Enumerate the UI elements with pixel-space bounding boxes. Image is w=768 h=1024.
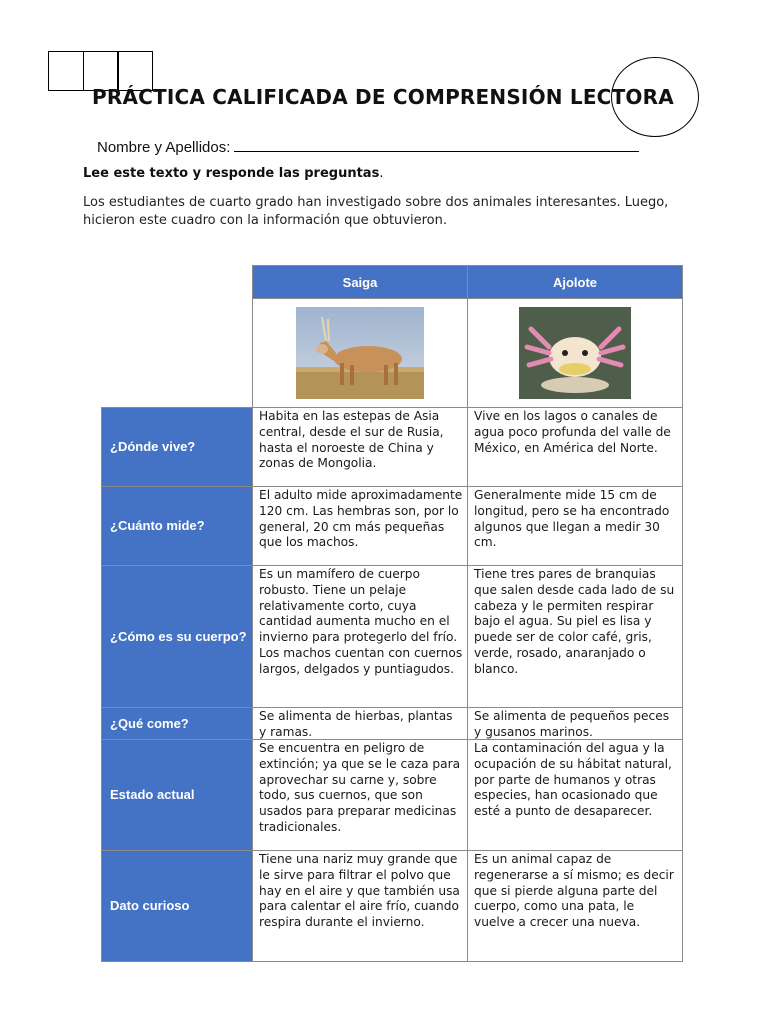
cell-saiga-donde-vive: Habita en las estepas de Asia central, desde el sur de Rusia, hasta el noroeste de China y zonas de Mongolia.: [252, 407, 468, 487]
ajolote-image-cell: [467, 298, 683, 408]
cell-ajolote-como-es-su-cuerpo: Tiene tres pares de branquias que salen desde cada lado de su cabeza y le permiten respirar bajo el agua. Su piel es lisa y puede ser de color café, gris, verde, rosado, anaranjado o blanco.: [467, 565, 683, 708]
row-label-que-come: ¿Qué come?: [101, 707, 253, 740]
cell-saiga-que-come: Se alimenta de hierbas, plantas y ramas.: [252, 707, 468, 740]
saiga-image-cell: [252, 298, 468, 408]
row-label-como-es-su-cuerpo: ¿Cómo es su cuerpo?: [101, 565, 253, 708]
row-label-donde-vive: ¿Dónde vive?: [101, 407, 253, 487]
row-label-estado-actual: Estado actual: [101, 739, 253, 851]
cell-ajolote-cuanto-mide: Generalmente mide 15 cm de longitud, pero se ha encontrado algunos que llegan a medir 30 cm.: [467, 486, 683, 566]
cell-saiga-estado-actual: Se encuentra en peligro de extinción; ya que se le caza para aprovechar su carne y, sobre todo, sus cuernos, que son usados para preparar medicinas tradicionales.: [252, 739, 468, 851]
cell-ajolote-donde-vive: Vive en los lagos o canales de agua poco profunda del valle de México, en América del Norte.: [467, 407, 683, 487]
row-label-cuanto-mide: ¿Cuánto mide?: [101, 486, 253, 566]
page-title: PRÁCTICA CALIFICADA DE COMPRENSIÓN LECTORA: [92, 85, 674, 109]
intro-paragraph: Los estudiantes de cuarto grado han investigado sobre dos animales interesantes. Luego, hicieron este cuadro con la información que obtuvieron.: [83, 195, 669, 228]
name-label: Nombre y Apellidos:: [97, 139, 231, 156]
name-field-row: [97, 137, 639, 156]
cell-ajolote-que-come: Se alimenta de pequeños peces y gusanos marinos.: [467, 707, 683, 740]
cell-saiga-cuanto-mide: El adulto mide aproximadamente 120 cm. Las hembras son, por lo general, 20 cm más pequeñas que los machos.: [252, 486, 468, 566]
cell-saiga-como-es-su-cuerpo: Es un mamífero de cuerpo robusto. Tiene un pelaje relativamente corto, cuya cantidad aumenta mucho en el invierno para protegerlo del frío. Los machos cuentan con cuernos largos, delgados y puntiagudos.: [252, 565, 468, 708]
instruction: [83, 166, 383, 181]
name-blank-line[interactable]: [234, 137, 639, 152]
ajolote-image: [519, 307, 631, 399]
saiga-image: [296, 307, 424, 399]
column-header-saiga: Saiga: [252, 265, 468, 299]
cell-ajolote-estado-actual: La contaminación del agua y la ocupación de su hábitat natural, por parte de humanos y otras especies, han ocasionado que esté a punto de desaparecer.: [467, 739, 683, 851]
column-header-ajolote: Ajolote: [467, 265, 683, 299]
cell-ajolote-dato-curioso: Es un animal capaz de regenerarse a sí mismo; es decir que si pierde alguna parte del cuerpo, como una pata, le vuelve a crecer una nueva.: [467, 850, 683, 962]
score-box: [48, 51, 84, 91]
cell-saiga-dato-curioso: Tiene una nariz muy grande que le sirve para filtrar el polvo que hay en el aire y que también usa para calentar el aire frío, cuando respira durante el invierno.: [252, 850, 468, 962]
instruction-period: .: [379, 166, 384, 181]
instruction-text: Lee este texto y responde las preguntas: [83, 166, 380, 181]
row-label-dato-curioso: Dato curioso: [101, 850, 253, 962]
